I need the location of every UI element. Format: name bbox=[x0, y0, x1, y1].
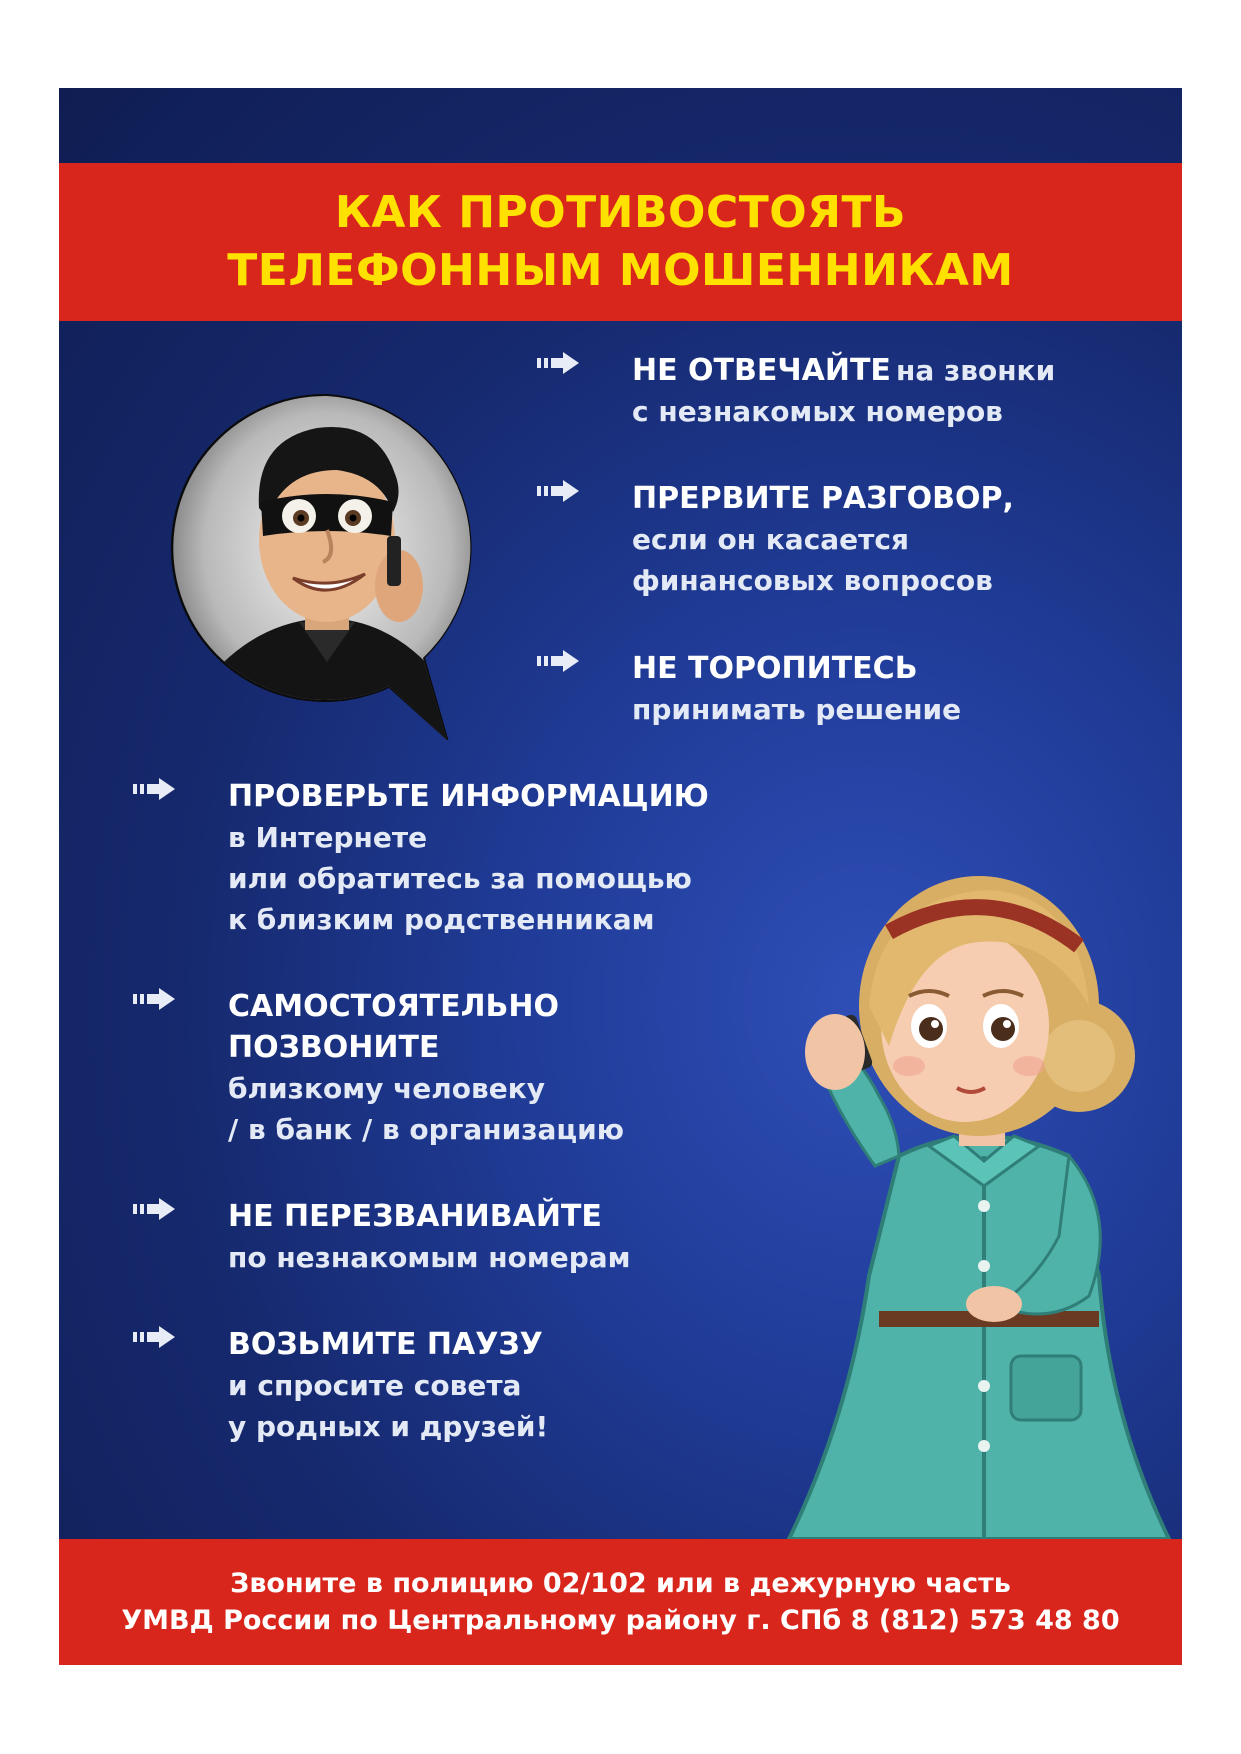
poster bbox=[59, 88, 1182, 1665]
tip-headline: САМОСТОЯТЕЛЬНО bbox=[228, 989, 560, 1024]
tip-headline: ПРОВЕРЬТЕ ИНФОРМАЦИЮ bbox=[228, 779, 709, 814]
arrow-right-icon bbox=[133, 778, 177, 800]
tip-text: или обратитесь за помощью bbox=[228, 862, 692, 895]
tip-text: у родных и друзей! bbox=[228, 1410, 549, 1443]
tip-headline: НЕ ОТВЕЧАЙТЕ bbox=[632, 353, 891, 388]
tip-headline: ПРЕРВИТЕ РАЗГОВОР, bbox=[632, 481, 1014, 516]
title-band bbox=[59, 163, 1182, 321]
tip-headline: ВОЗЬМИТЕ ПАУЗУ bbox=[228, 1327, 543, 1362]
footer-line-2: УМВД России по Центральному району г. СПб 8 (812) 573 48 80 bbox=[121, 1605, 1120, 1636]
tip-headline: НЕ ПЕРЕЗВАНИВАЙТЕ bbox=[228, 1199, 602, 1234]
arrow-right-icon bbox=[537, 650, 581, 672]
tip-text: к близким родственникам bbox=[228, 903, 655, 936]
arrow-right-icon bbox=[133, 1198, 177, 1220]
title-line-2: ТЕЛЕФОННЫМ МОШЕННИКАМ bbox=[227, 245, 1014, 296]
footer-band bbox=[59, 1539, 1182, 1665]
arrow-right-icon bbox=[537, 352, 581, 374]
tip-headline: НЕ ТОРОПИТЕСЬ bbox=[632, 651, 918, 686]
tip-text: финансовых вопросов bbox=[632, 564, 993, 597]
tip-text: с незнакомых номеров bbox=[632, 395, 1003, 428]
tip-text: по незнакомым номерам bbox=[228, 1241, 631, 1274]
title-line-1: КАК ПРОТИВОСТОЯТЬ bbox=[334, 187, 907, 238]
arrow-right-icon bbox=[133, 988, 177, 1010]
woman-illustration bbox=[779, 856, 1182, 1539]
tip-text: принимать решение bbox=[632, 693, 962, 726]
tip-text: близкому человеку bbox=[228, 1072, 545, 1105]
tip-text: если он касается bbox=[632, 523, 909, 556]
tip-text: / в банк / в организацию bbox=[228, 1113, 624, 1146]
arrow-right-icon bbox=[133, 1326, 177, 1348]
tip-inline-text: на звонки bbox=[896, 354, 1056, 387]
tip-text: в Интернете bbox=[228, 821, 428, 854]
footer-line-1: Звоните в полицию 02/102 или в дежурную часть bbox=[230, 1568, 1011, 1599]
tip-text: и спросите совета bbox=[228, 1369, 522, 1402]
arrow-right-icon bbox=[537, 480, 581, 502]
tip-headline-2: ПОЗВОНИТЕ bbox=[228, 1030, 440, 1065]
scammer-illustration bbox=[167, 390, 487, 740]
